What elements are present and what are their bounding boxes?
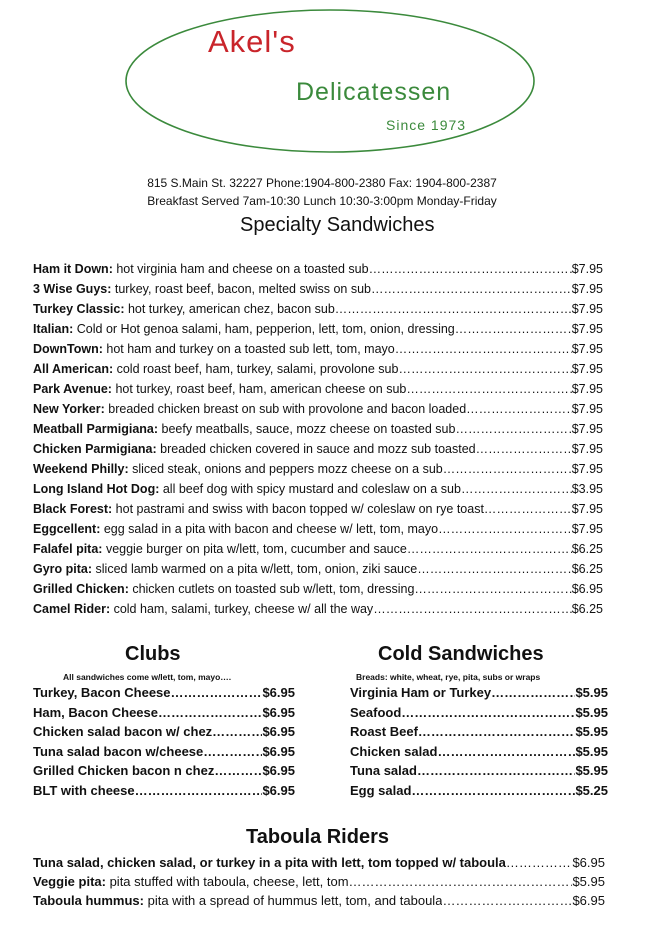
menu-item (33, 322, 603, 342)
menu-item-name: Meatball Parmigiana: (33, 422, 159, 436)
dot-leader (349, 874, 573, 889)
menu-item-name: Roast Beef (350, 724, 418, 740)
menu-item (33, 562, 603, 582)
menu-item (33, 462, 603, 482)
menu-item-price: $5.95 (575, 704, 608, 720)
menu-item-description: breaded chicken covered in sauce and mozz sub toasted (156, 442, 476, 456)
menu-item-text (350, 685, 491, 700)
menu-item-price: $6.95 (262, 704, 295, 720)
menu-item-text (350, 763, 417, 778)
menu-item-text (33, 422, 455, 436)
menu-item (33, 705, 295, 725)
menu-item-name: Eggcellent: (33, 522, 101, 536)
menu-item-name: Veggie pita: (33, 874, 106, 889)
menu-item-price: $6.25 (571, 602, 603, 616)
menu-item-text (33, 724, 212, 739)
dot-leader (491, 685, 575, 700)
dot-leader (214, 763, 262, 778)
menu-item-description: hot turkey, roast beef, ham, american cheese on sub (111, 382, 407, 396)
menu-item-description: beefy meatballs, sauce, mozz cheese on toasted sub (158, 422, 456, 436)
dot-leader (158, 705, 262, 720)
menu-item-description: sliced steak, onions and peppers mozz cheese on a sub (128, 462, 443, 476)
dot-leader (455, 322, 572, 336)
menu-item-name: Grilled Chicken: (33, 582, 129, 596)
menu-item (33, 342, 603, 362)
menu-item-name: DownTown: (33, 342, 103, 356)
menu-item (33, 442, 603, 462)
menu-item-text (33, 783, 135, 798)
menu-item (33, 522, 603, 542)
menu-item-name: Black Forest: (33, 502, 113, 516)
menu-item-price: $7.95 (571, 362, 603, 376)
clubs-menu (33, 685, 295, 803)
menu-item-text (33, 685, 171, 700)
dot-leader (401, 705, 575, 720)
menu-item-text (33, 522, 438, 536)
dot-leader (417, 763, 576, 778)
menu-item (350, 744, 608, 764)
menu-item-price: $5.95 (572, 874, 605, 889)
dot-leader (418, 724, 576, 739)
menu-item-text (33, 342, 395, 356)
menu-item-text (33, 462, 443, 476)
menu-item-description: pita stuffed with taboula, cheese, lett, tom (105, 874, 349, 889)
menu-item-description: hot pastrami and swiss with bacon topped w/ coleslaw on rye toast (112, 502, 484, 516)
dot-leader (369, 262, 572, 276)
menu-item-text (33, 744, 203, 759)
menu-item-text (33, 442, 476, 456)
dot-leader (135, 783, 263, 798)
dot-leader (455, 422, 571, 436)
menu-item-name: Falafel pita: (33, 542, 103, 556)
menu-item-price: $6.95 (572, 855, 605, 870)
menu-item-text (33, 542, 407, 556)
address-line: 815 S.Main St. 32227 Phone:1904-800-2380 Fax: 1904-800-2387 (147, 176, 497, 190)
menu-item-text (33, 602, 373, 616)
menu-item-description: chicken cutlets on toasted sub w/lett, tom, dressing (128, 582, 415, 596)
dot-leader (461, 482, 572, 496)
menu-item-price: $6.95 (262, 743, 295, 759)
menu-item-name: Park Avenue: (33, 382, 112, 396)
menu-item-text (33, 705, 158, 720)
menu-item-name: Turkey Classic: (33, 302, 125, 316)
menu-item-name: Ham, Bacon Cheese (33, 704, 158, 720)
menu-item-name: Chicken salad (350, 743, 438, 759)
menu-item-name: Taboula hummus: (33, 893, 144, 908)
menu-item-price: $7.95 (571, 282, 603, 296)
menu-item-description: cold roast beef, ham, turkey, salami, provolone sub (113, 362, 399, 376)
cold-title: Cold Sandwiches (378, 643, 544, 665)
menu-item-price: $7.95 (571, 462, 603, 476)
menu-item-description: pita with a spread of hummus lett, tom, and taboula (143, 893, 443, 908)
menu-item-description: cold ham, salami, turkey, cheese w/ all the way (110, 602, 374, 616)
menu-item-text (33, 855, 506, 870)
menu-item (33, 262, 603, 282)
menu-item-price: $7.95 (571, 422, 603, 436)
dot-leader (407, 542, 572, 556)
menu-item-price: $7.95 (571, 342, 603, 356)
logo-name: Akel's (208, 24, 296, 59)
menu-item-description: hot virginia ham and cheese on a toasted sub (112, 262, 369, 276)
menu-item-name: Tuna salad, chicken salad, or turkey in a pita with lett, tom topped w/ taboula (33, 855, 506, 870)
menu-item-text (33, 582, 414, 596)
menu-item-text (33, 874, 349, 889)
menu-item-text (350, 724, 418, 739)
dot-leader (443, 462, 572, 476)
menu-item (33, 422, 603, 442)
menu-item-text (33, 502, 484, 516)
menu-item-name: Tuna salad bacon w/cheese (33, 743, 204, 759)
menu-item-price: $7.95 (571, 322, 603, 336)
dot-leader (371, 282, 572, 296)
dot-leader (414, 582, 571, 596)
menu-item (33, 602, 603, 622)
menu-item-text (350, 705, 401, 720)
menu-item-description: egg salad in a pita with bacon and cheese w/ lett, tom, mayo (100, 522, 439, 536)
cold-menu (350, 685, 608, 803)
menu-item-text (33, 362, 398, 376)
dot-leader (171, 685, 263, 700)
menu-item-text (33, 302, 335, 316)
dot-leader (398, 362, 571, 376)
menu-item (33, 744, 295, 764)
menu-item-price: $7.95 (571, 262, 603, 276)
dot-leader (417, 562, 572, 576)
menu-item (33, 382, 603, 402)
cold-note: Breads: white, wheat, rye, pita, subs or wraps (356, 672, 541, 682)
menu-item (33, 542, 603, 562)
menu-item-name: Chicken salad bacon w/ chez (33, 724, 213, 740)
menu-item (33, 362, 603, 382)
menu-item-price: $5.25 (575, 782, 608, 798)
dot-leader (411, 783, 575, 798)
dot-leader (506, 855, 573, 870)
menu-item-price: $6.95 (262, 724, 295, 740)
menu-item-name: Italian: (33, 322, 74, 336)
menu-item (33, 282, 603, 302)
taboula-title: Taboula Riders (246, 826, 389, 848)
menu-item-price: $5.95 (575, 685, 608, 700)
dot-leader (373, 602, 572, 616)
menu-item-description: veggie burger on pita w/lett, tom, cucumber and sauce (102, 542, 407, 556)
menu-item-text (33, 262, 369, 276)
menu-item (33, 302, 603, 322)
menu-item-price: $7.95 (571, 402, 603, 416)
menu-item (33, 482, 603, 502)
dot-leader (437, 744, 575, 759)
menu-item-name: Grilled Chicken bacon n chez (33, 763, 215, 779)
menu-item-description: Cold or Hot genoa salami, ham, pepperion, lett, tom, onion, dressing (73, 322, 455, 336)
deli-logo (124, 8, 536, 154)
menu-item-name: Chicken Parmigiana: (33, 442, 157, 456)
dot-leader (476, 442, 572, 456)
menu-item-text (33, 562, 417, 576)
menu-item (33, 893, 605, 912)
menu-item-name: Gyro pita: (33, 562, 93, 576)
menu-item-description: all beef dog with spicy mustard and coleslaw on a sub (159, 482, 461, 496)
menu-item-text (33, 282, 371, 296)
menu-item-price: $5.95 (575, 724, 608, 740)
menu-item-name: Ham it Down: (33, 262, 113, 276)
menu-item-name: Camel Rider: (33, 602, 111, 616)
dot-leader (335, 302, 572, 316)
menu-item-price: $6.25 (571, 562, 603, 576)
menu-item (33, 582, 603, 602)
menu-item-text (33, 763, 214, 778)
taboula-menu (33, 855, 605, 912)
menu-item-price: $7.95 (571, 382, 603, 396)
menu-item-name: All American: (33, 362, 114, 376)
menu-item-text (33, 893, 442, 908)
menu-item-text (33, 322, 455, 336)
menu-item (33, 685, 295, 705)
menu-item-name: Turkey, Bacon Cheese (33, 685, 171, 700)
menu-item-price: $3.95 (571, 482, 603, 496)
menu-item-description: hot ham and turkey on a toasted sub lett, tom, mayo (102, 342, 395, 356)
menu-item-text (33, 482, 461, 496)
menu-item-name: Long Island Hot Dog: (33, 482, 160, 496)
menu-item-text (350, 744, 437, 759)
menu-item (33, 724, 295, 744)
menu-item (33, 874, 605, 893)
logo-subtitle: Delicatessen (296, 78, 452, 106)
menu-item-price: $6.95 (262, 782, 295, 798)
clubs-note: All sandwiches come w/lett, tom, mayo…. (63, 672, 232, 682)
menu-item-price: $5.95 (575, 743, 608, 759)
menu-item-price: $6.95 (571, 582, 603, 596)
menu-item-name: BLT with cheese (33, 782, 135, 798)
menu-item-name: Tuna salad (350, 763, 417, 779)
menu-item-price: $6.95 (572, 893, 605, 908)
dot-leader (406, 382, 571, 396)
menu-item-description: hot turkey, american chez, bacon sub (124, 302, 335, 316)
dot-leader (203, 744, 262, 759)
menu-item-text (33, 402, 466, 416)
dot-leader (212, 724, 262, 739)
menu-item-name: Virginia Ham or Turkey (350, 685, 492, 700)
dot-leader (442, 893, 572, 908)
hours-line: Breakfast Served 7am-10:30 Lunch 10:30-3:00pm Monday-Friday (147, 194, 497, 208)
dot-leader (466, 402, 572, 416)
menu-item (33, 763, 295, 783)
menu-item-text (33, 382, 406, 396)
menu-item (350, 763, 608, 783)
clubs-title: Clubs (125, 643, 181, 665)
menu-item (350, 783, 608, 803)
menu-item-price: $6.25 (571, 542, 603, 556)
menu-item (33, 502, 603, 522)
menu-item-description: breaded chicken breast on sub with provolone and bacon loaded (104, 402, 467, 416)
menu-item-price: $6.95 (262, 685, 295, 700)
menu-item-price: $7.95 (571, 522, 603, 536)
specialty-title: Specialty Sandwiches (240, 214, 435, 236)
menu-item-name: New Yorker: (33, 402, 105, 416)
menu-item (33, 783, 295, 803)
menu-item-name: 3 Wise Guys: (33, 282, 112, 296)
dot-leader (438, 522, 572, 536)
specialty-menu (33, 262, 603, 622)
dot-leader (395, 342, 572, 356)
menu-item (33, 855, 605, 874)
menu-item (350, 724, 608, 744)
dot-leader (484, 502, 572, 516)
menu-item-name: Egg salad (350, 782, 412, 798)
menu-item-text (350, 783, 411, 798)
logo-since: Since 1973 (386, 117, 467, 133)
menu-item-price: $7.95 (571, 442, 603, 456)
menu-item-price: $5.95 (575, 763, 608, 779)
menu-item (350, 685, 608, 705)
menu-item-description: turkey, roast beef, bacon, melted swiss on sub (111, 282, 372, 296)
menu-item-description: sliced lamb warmed on a pita w/lett, tom, onion, ziki sauce (92, 562, 418, 576)
menu-item (350, 705, 608, 725)
menu-item-price: $6.95 (262, 763, 295, 779)
menu-item-price: $7.95 (571, 502, 603, 516)
menu-item (33, 402, 603, 422)
menu-item-price: $7.95 (571, 302, 603, 316)
menu-item-name: Seafood (350, 704, 402, 720)
menu-item-name: Weekend Philly: (33, 462, 129, 476)
